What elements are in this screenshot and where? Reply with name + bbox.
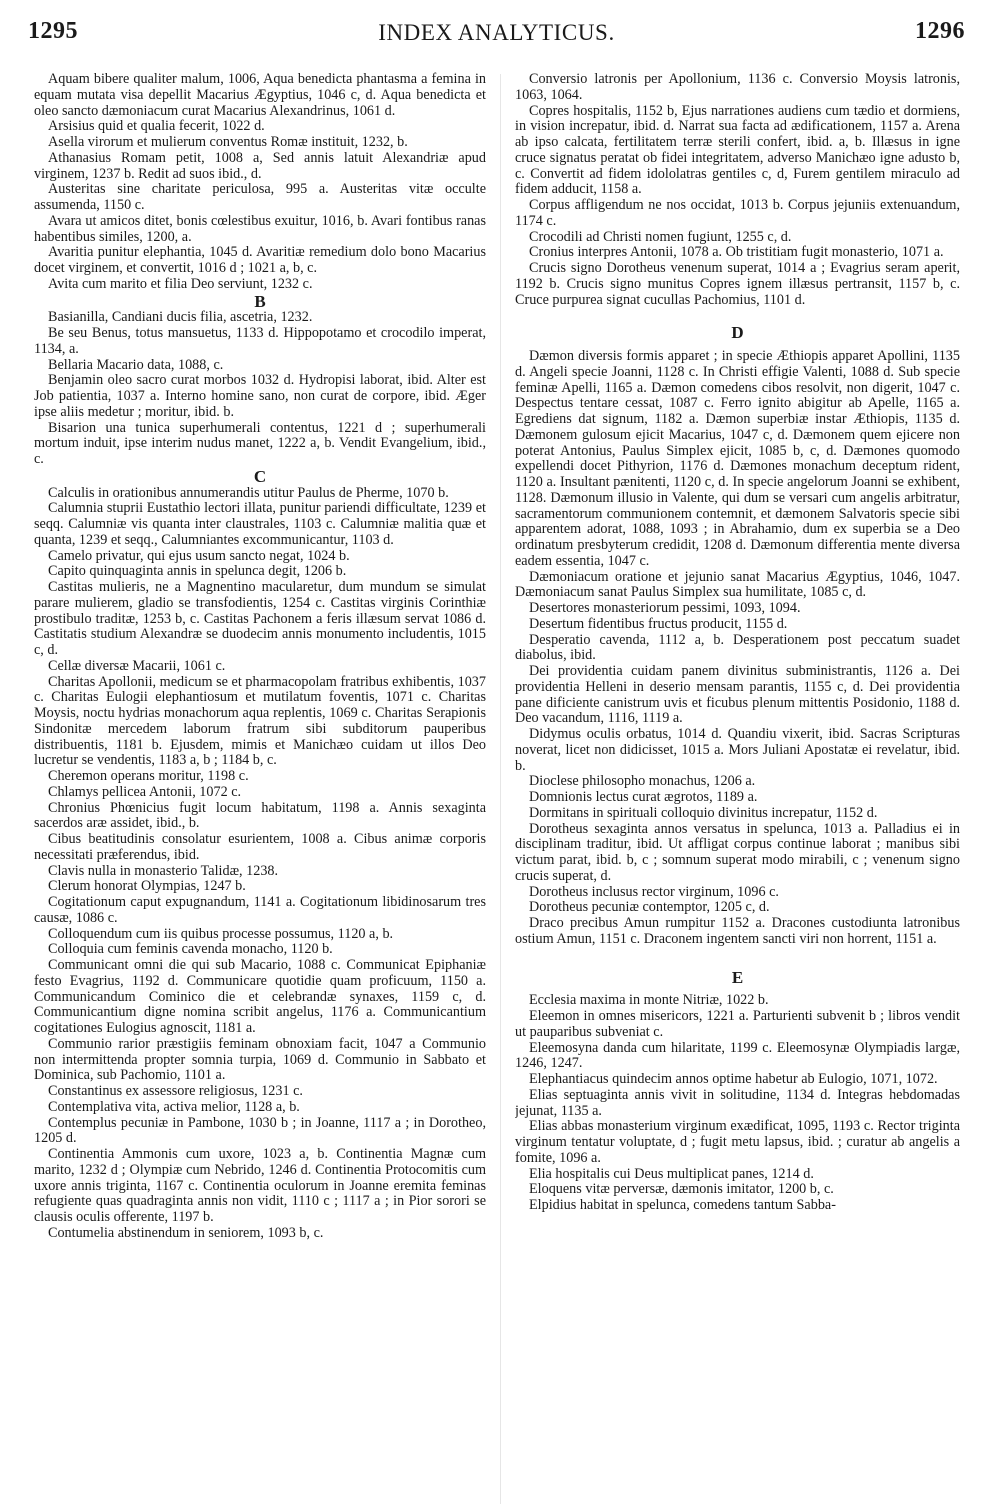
index-entry: Dorotheus inclusus rector virginum, 1096 c.	[529, 883, 779, 900]
index-entry: Avaritia punitur elephantia, 1045 d. Avaritiæ remedium dolo bono Macarius docet virginem, et convertit, 1016 d ; 1021 a, b, c.	[34, 244, 486, 276]
index-entry: Elias abbas monasterium virginum exædificat, 1095, 1193 c. Rector triginta virginum tentatur voluptate, d ; fugit metu lapsus, ibid. ; curatur ab angelis a fomite, 1096 a.	[515, 1118, 960, 1166]
index-entry: Benjamin oleo sacro curat morbos 1032 d. Hydropisi laborat, ibid. Alter est Job patientia, 1037 a. Interno homine sano, non curat de corpore, ibid. Æger ipse aliis medetur ; moritur, ibid. b.	[34, 372, 486, 420]
section-d-entries	[515, 349, 960, 948]
index-entry: Dormitans in spirituali colloquio divinitus increpatur, 1152 d.	[529, 804, 878, 821]
index-entry: Domnionis lectus curat ægrotos, 1189 a.	[529, 789, 758, 805]
section-e-entries	[515, 993, 960, 1214]
index-entry: Elias septuaginta annis vivit in solitudine, 1134 d. Integras hebdomadas jejunat, 1135 a.	[515, 1086, 960, 1119]
index-entry: Be seu Benus, totus mansuetus, 1133 d. Hippopotamo et crocodilo imperat, 1134, a.	[34, 325, 486, 357]
index-entry: Eloquens vitæ perversæ, dæmonis imitator, 1200 b, c.	[529, 1181, 834, 1198]
index-entry: Clavis nulla in monasterio Talidæ, 1238.	[48, 862, 279, 879]
index-entry: Desertum fidentibus fructus producit, 1155 d.	[529, 615, 788, 632]
page-number-left: 1295	[28, 18, 78, 44]
index-entry: Austeritas sine charitate periculosa, 995 a. Austeritas vitæ occulte assumenda, 1150 c.	[34, 181, 486, 213]
column-divider	[500, 74, 501, 1504]
section-a-entries	[34, 72, 486, 293]
index-entry: Calculis in orationibus annumerandis utitur Paulus de Pherme, 1070 b.	[48, 484, 449, 501]
index-entry: Desertores monasteriorum pessimi, 1093, 1094.	[529, 600, 801, 616]
index-entry: Capito quinquaginta annis in spelunca degit, 1206 b.	[48, 563, 347, 580]
index-entry: Dioclese philosopho monachus, 1206 a.	[529, 773, 756, 790]
index-entry: Conversio latronis per Apollonium, 1136 c. Conversio Moysis latronis, 1063, 1064.	[515, 72, 960, 103]
index-entry: Asella virorum et mulierum conventus Romæ instituit, 1232, b.	[48, 134, 408, 150]
page-title: INDEX ANALYTICUS.	[378, 20, 615, 45]
section-letter-e: E	[731, 967, 744, 987]
index-entry: Cogitationum caput expugnandum, 1141 a. Cogitationum libidinosarum tres causæ, 1086 c.	[34, 894, 486, 926]
section-letter-b: B	[254, 291, 266, 311]
index-entry: Cheremon operans moritur, 1198 c.	[48, 768, 249, 784]
index-entry: Corpus affligendum ne nos occidat, 1013 b. Corpus jejuniis extenuandum, 1174 c.	[515, 197, 960, 229]
index-entry: Cronius interpres Antonii, 1078 a. Ob tristitiam fugit monasterio, 1071 a.	[529, 244, 944, 261]
index-entry: Communicant omni die qui sub Macario, 1088 c. Communicat Epiphaniæ festo Evagrius, 1192 d. Communicare quotidie quam proficuum, 1150 a. Communicandum Cominico die et celebrandæ synaxes, 1159 c, d. Communicantium digne nomina scribit angelus, 1176 a. Communicantium cogitationes Eulogius agnoscit, 1181 a.	[34, 957, 486, 1036]
page-header	[28, 18, 965, 58]
left-column	[34, 72, 486, 1504]
index-entry: Castitas mulieris, ne a Magnentino macularetur, dum mundum se simulat parare mulierem, gladio se transfodientis, 1254 c. Castitas virginis Corinthiæ prostibulo traditæ, 1253 b, c. Castitas Pachonem a feris illæsum servat 1086 d. Castitatis studium Alexandræ se duodecim annis monumento includentis, 1015 c, d.	[34, 579, 486, 658]
index-entry: Cibus beatitudinis consolatur esurientem, 1008 a. Cibus animæ corporis necessitati præferendus, ibid.	[34, 831, 486, 863]
index-entry: Eleemosyna danda cum hilaritate, 1199 c. Eleemosynæ Olympiadis largæ, 1246, 1247.	[515, 1039, 960, 1072]
index-entry: Didymus oculis orbatus, 1014 d. Quandiu vixerit, ibid. Sacras Scripturas noverat, licet non didicisset, 1015 a. Mors Juliani Apostatæ ei revelatur, ibid. b.	[515, 726, 960, 774]
index-entry: Cellæ diversæ Macarii, 1061 c.	[48, 657, 226, 674]
index-entry: Contemplativa vita, activa melior, 1128 a, b.	[48, 1098, 300, 1115]
index-entry: Colloquia cum feminis cavenda monacho, 1120 b.	[48, 941, 333, 958]
index-entry: Draco precibus Amun rumpitur 1152 a. Dracones custodiunta latronibus ostium Amun, 1151 c. Draconem ingentem sancti viri non horrent, 1151 a.	[515, 915, 960, 947]
index-entry: Aquam bibere qualiter malum, 1006, Aqua benedicta phantasma a femina in equam mutata visa depellit Macarius Ægyptius, 1046 c, d. Aqua benedicta et oleo sancto dæmoniacum curat Macarius Alexandrinus, 1061 d.	[34, 72, 486, 119]
index-entry: Avara ut amicos ditet, bonis cœlestibus exuitur, 1016, b. Avari fontibus ranas habentibus similes, 1200, a.	[34, 212, 486, 245]
index-entry: Dorotheus pecuniæ contemptor, 1205 c, d.	[529, 899, 770, 916]
index-entry: Colloquendum cum iis quibus processe possumus, 1120 a, b.	[48, 925, 394, 942]
index-entry: Chronius Phœnicius fugit locum habitatum, 1198 a. Annis sexaginta sacerdos aræ assidet, ibid., b.	[34, 799, 486, 832]
section-letter-d: D	[731, 323, 744, 343]
index-entry: Avita cum marito et filia Deo serviunt, 1232 c.	[48, 275, 313, 292]
index-entry: Calumnia stuprii Eustathio lectori illata, punitur pariendi difficultate, 1239 et seqq. Calumniæ vis quanta inter claustrales, 1103 c. Calumniæ malitia quæ et quanta, 1239 et seqq., Calumniantes excommunicantur, 1103 d.	[34, 500, 486, 548]
index-entry: Desperatio cavenda, 1112 a, b. Desperationem post peccatum suadet diabolus, ibid.	[515, 631, 960, 664]
index-entry: Continentia Ammonis cum uxore, 1023 a, b. Continentia Magnæ cum marito, 1232 d ; Olympiæ cum Nebrido, 1246 d. Continentia Protocomitis cum uxore annis triginta, 1167 c. Continentia oculorum in Joanne eremita feminas refugiente quas quadraginta annis non vidit, 1110 c ; 1117 a ; in Pior sorori se clausis oculis offerente, 1197 b.	[34, 1146, 486, 1225]
index-entry: Elia hospitalis cui Deus multiplicat panes, 1214 d.	[529, 1165, 814, 1182]
index-entry: Crucis signo Dorotheus venenum superat, 1014 a ; Evagrius seram aperit, 1192 b. Crucis signo munitus Copres ignem illæsus pertransit, 1157 b, c. Cruce purpurea signat cucullas Pachomius, 1101 d.	[515, 260, 960, 308]
index-entry: Dæmon diversis formis apparet ; in specie Æthiopis apparet Apollini, 1135 d. Angeli specie Joanni, 1128 c. In Christi effigie Valenti, 1088 d. Sub specie feminæ Apelli, 1165 a. Dæmon comedens cibos resolvit, non digerit, 1047 c. Despectus tentare cessat, 1087 c. Ferro ignito abigitur ab Apelle, 1165 a. Egrediens dat signum, 1182 a. Dæmon superbiæ instar Æthiopis, 1135 d. Dæmonem gulosum ejicit Macarius, 1047 c, d. Dæmonem quem ejicere non poterat Antonius, Paulus Simplex ejicit, 1085 b, c, d. Dæmones quomodo expellendi docet Pithyrion, 1176 d. Dæmones monachum deceptum rident, 1120 a. Insultant pænitenti, 1120 c, d. In specie angelorum Joanni se exhibent, 1128. Dæmonum illusio in Valente, qui dum se versari cum angelis arbitratur, sacramentorum communionem contemnit, et dæmonem Salvatoris specie sibi apparentem adorat, 1088, 1093 ; in Abrahamio, dum ex superbia se a Deo ordinatum presbyterum credidit, 1208 d. Dæmonum differentia mente diversa eadem essentia, 1047 c.	[515, 348, 960, 569]
index-entry: Clerum honorat Olympias, 1247 b.	[48, 878, 246, 895]
right-column	[515, 72, 960, 1504]
index-entry: Crocodili ad Christi nomen fugiunt, 1255 c, d.	[529, 228, 792, 245]
index-entry: Contumelia abstinendum in seniorem, 1093 b, c.	[48, 1224, 324, 1241]
index-entry: Copres hospitalis, 1152 b, Ejus narrationes audiens cum tædio et dormiens, in vision increpatur, ibid. d. Narrat sua facta ad ædificationem, 1157 a. Arena ab ipso calcata, fertilitatem terræ sterili confert, ibid. a, b. Illæsus in igne cruce signatus peratat ob fidei integritatem, adverso Manichæo igne adusto b, c. Convertit ad fidem idololatras gentiles c, d, Furem gentilem miraculo ad fidem adducit, 1158 a.	[515, 102, 960, 198]
page-number-right: 1296	[915, 18, 965, 44]
index-entry: Camelo privatur, qui ejus usum sancto negat, 1024 b.	[48, 547, 350, 564]
index-entry: Dei providentia cuidam panem divinitus subministrantis, 1126 a. Dei providentia Helleni in deserio mensam parantis, 1155 c, d. Dei providentia pane dificiente canistrum uvis et ficubus plenum mittentis Posidonio, 1188 d. Deo vacandum, 1116, 1119 a.	[515, 663, 960, 727]
index-entry: Basianilla, Candiani ducis filia, ascetria, 1232.	[48, 309, 313, 326]
index-entry: Athanasius Romam petit, 1008 a, Sed annis latuit Alexandriæ apud virginem, 1237 b. Redit ad suos ibid., d.	[34, 149, 486, 182]
index-entry: Bisarion una tunica superhumerali contentus, 1221 d ; superhumerali mortum induit, ipse interim nudus manet, 1222 a, b. Vendit Evangelium, ibid., c.	[34, 419, 486, 467]
section-b-entries	[34, 310, 486, 468]
index-entry: Chlamys pellicea Antonii, 1072 c.	[48, 783, 242, 800]
index-entry: Charitas Apollonii, medicum se et pharmacopolam fratribus exhibentis, 1037 c. Charitas Eulogii elephantiosum et mutilatum foventis, 1071 c. Charitas Moysis, noctu hydrias monachorum aqua replentis, 1069 c. Charitas Serapionis Sindonitæ mercedem laborum fratrum sibi subditorum pauperibus distribuentis, 1181 b. Ejusdem, mimis et Manichæo cuidam ut illos Deo lucretur se vendentis, 1183 a, b ; 1184 b, c.	[34, 673, 486, 769]
index-entry: Dorotheus sexaginta annos versatus in spelunca, 1013 a. Palladius ei in disciplinam traditur, ibid. Ut affligat corpus continue laborat ; manibus sibi victum parat, ibid. b, c ; somnum superat modo mirabili, c ; venenum signo crucis superat, d.	[515, 820, 960, 884]
index-entry: Contemplus pecuniæ in Pambone, 1030 b ; in Joanne, 1117 a ; in Dorotheo, 1205 d.	[34, 1114, 486, 1147]
section-letter-c: C	[253, 466, 267, 486]
section-c-continued-entries	[515, 72, 960, 308]
index-entry: Constantinus ex assessore religiosus, 1231 c.	[48, 1083, 303, 1099]
index-entry: Bellaria Macario data, 1088, c.	[48, 356, 224, 373]
index-entry: Arsisius quid et qualia fecerit, 1022 d.	[48, 118, 265, 135]
index-entry: Eleemon in omnes misericors, 1221 a. Parturienti subvenit b ; libros vendit ut pauparibus subveniat c.	[515, 1008, 960, 1040]
index-entry: Communio rarior præstigiis feminam obnoxiam facit, 1047 a Communio non intermittenda propter somnia turpia, 1069 d. Communio in Sabbato et Dominica, sub Pachomio, 1101 a.	[34, 1035, 486, 1084]
index-entry: Elpidius habitat in spelunca, comedens tantum Sabba-	[529, 1197, 836, 1213]
index-entry: Dæmoniacum oratione et jejunio sanat Macarius Ægyptius, 1046, 1047. Dæmoniacum sanat Paulus Simplex sua humilitate, 1085 c, d.	[515, 568, 960, 601]
section-c-entries	[34, 486, 486, 1242]
index-entry: Ecclesia maxima in monte Nitriæ, 1022 b.	[529, 992, 769, 1009]
index-entry: Elephantiacus quindecim annos optime habetur ab Eulogio, 1071, 1072.	[529, 1071, 938, 1087]
